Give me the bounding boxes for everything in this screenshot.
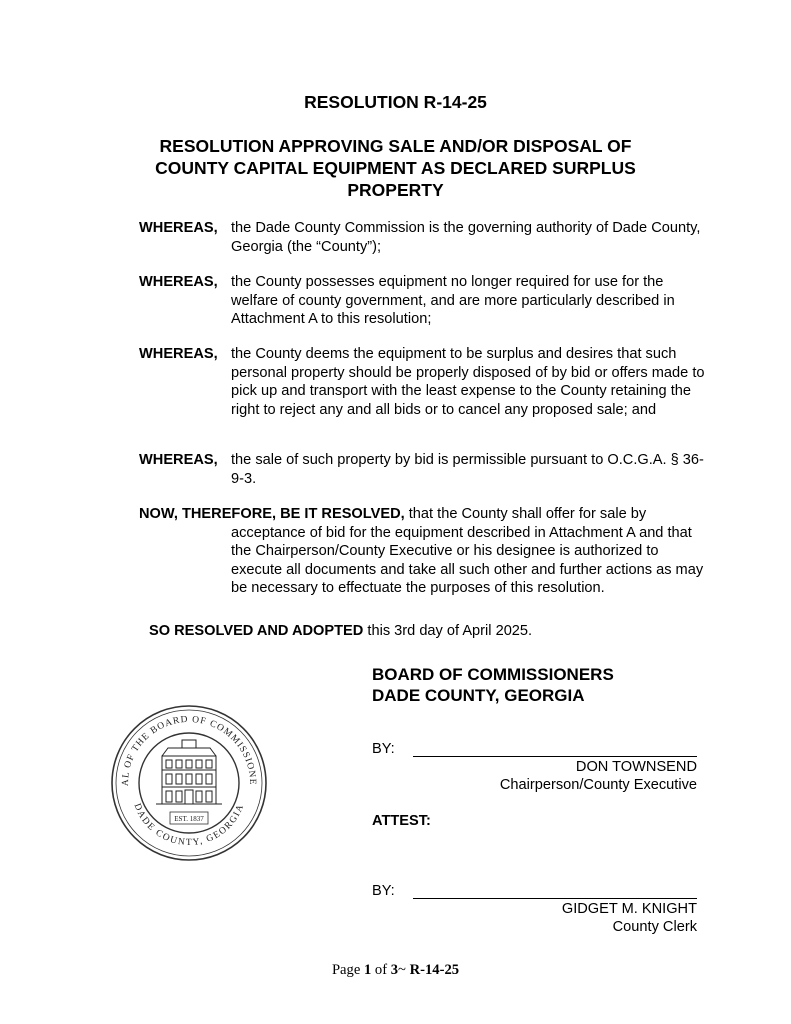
svg-text:SEAL OF THE BOARD OF COMMISSIO	[110, 704, 257, 786]
adopted-statement	[149, 623, 532, 639]
resolved-label: NOW, THEREFORE, BE IT RESOLVED,	[139, 506, 405, 522]
resolved-first-line: that the County shall offer for sale by	[408, 506, 647, 522]
by-label-1: BY:	[372, 741, 395, 757]
footer-doc-id: R-14-25	[409, 962, 460, 978]
county-seal	[110, 704, 268, 862]
board-line-1: BOARD OF COMMISSIONERS	[372, 665, 614, 684]
footer-of-word: of	[374, 962, 388, 978]
whereas-clause-2	[139, 273, 709, 329]
resolution-title	[0, 135, 791, 201]
adopted-label: SO RESOLVED AND ADOPTED	[149, 623, 364, 639]
signer2-name: GIDGET M. KNIGHT	[561, 901, 697, 917]
by-label-2: BY:	[372, 883, 395, 899]
whereas-text: the sale of such property by bid is permissible pursuant to O.C.G.A. § 36-9-3.	[231, 452, 704, 487]
whereas-clause-4	[139, 451, 709, 488]
svg-text:DADE COUNTY, GEORGIA	[132, 802, 247, 848]
whereas-text: the County deems the equipment to be surplus and desires that such personal property should be properly disposed of by bid or offers made to pick up and transport with the least expense to the County retaining the right to reject any and all bids or to cancel any proposed sale; and	[231, 346, 705, 418]
title-line-3: PROPERTY	[347, 180, 444, 200]
whereas-label: WHEREAS,	[139, 274, 218, 290]
signer1-name: DON TOWNSEND	[575, 759, 697, 775]
footer-page-total: 3	[390, 962, 399, 978]
courthouse-icon	[156, 740, 222, 804]
resolved-text: acceptance of bid for the equipment described in Attachment A and that the Chairperson/County Executive or his designee is authorized to execute all documents and take all such other and further actions as may be necessary to effectuate the purposes of this resolution.	[231, 524, 704, 597]
signature-line-2	[413, 886, 697, 899]
whereas-label: WHEREAS,	[139, 346, 218, 362]
adopted-date: this 3rd day of April 2025.	[367, 623, 533, 639]
signer2-title: County Clerk	[612, 919, 697, 935]
whereas-clause-3	[139, 345, 709, 419]
whereas-clause-1	[139, 219, 709, 256]
title-line-1: RESOLUTION APPROVING SALE AND/OR DISPOSAL OF	[159, 136, 632, 156]
signer1-title: Chairperson/County Executive	[499, 777, 697, 793]
seal-est-text: EST. 1837	[174, 815, 204, 823]
resolution-number: RESOLUTION R-14-25	[304, 92, 487, 112]
resolved-clause	[139, 505, 709, 598]
seal-top-text: AL OF THE BOARD OF COMMISSIONE	[120, 714, 258, 787]
whereas-text: the Dade County Commission is the governing authority of Dade County, Georgia (the “County”);	[231, 220, 701, 255]
whereas-text: the County possesses equipment no longer required for use for the welfare of county government, and are more particularly described in Attachment A to this resolution;	[231, 274, 675, 328]
whereas-label: WHEREAS,	[139, 452, 218, 468]
footer-separator: ~	[398, 962, 406, 978]
board-heading	[372, 664, 614, 706]
footer-page-number: 1	[363, 962, 372, 978]
title-line-2: COUNTY CAPITAL EQUIPMENT AS DECLARED SURPLUS	[155, 158, 636, 178]
whereas-label: WHEREAS,	[139, 220, 218, 236]
signature-line-1	[413, 744, 697, 757]
seal-bottom-text: DADE COUNTY, GEORGIA	[131, 802, 247, 849]
footer-page-word: Page	[331, 962, 361, 978]
attest-label: ATTEST:	[372, 813, 431, 829]
board-line-2: DADE COUNTY, GEORGIA	[372, 686, 585, 705]
page-footer	[0, 962, 791, 979]
